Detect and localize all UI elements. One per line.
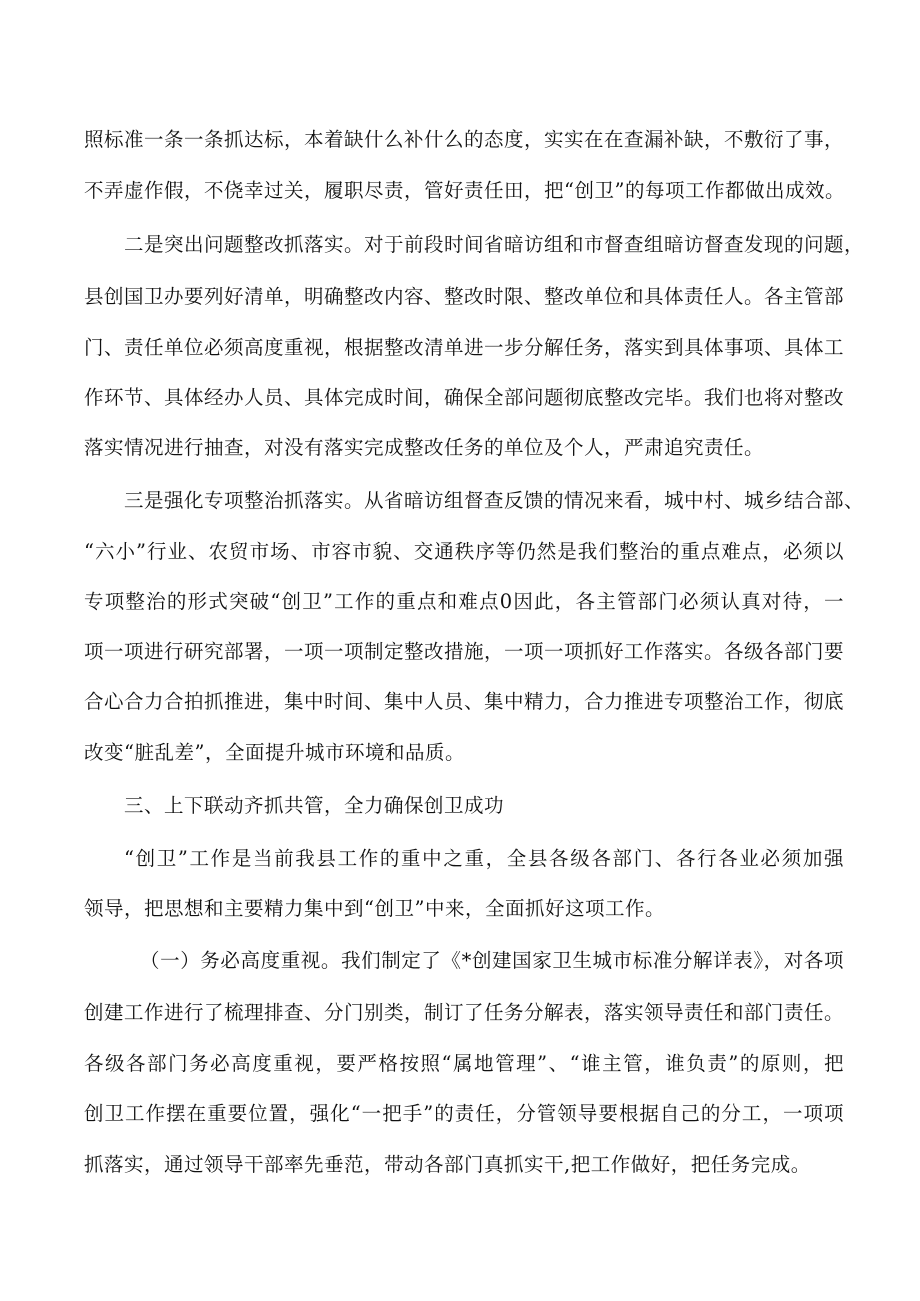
paragraph-line: “六小”行业、农贸市场、市容市貌、交通秩序等仍然是我们整治的重点难点，必须以 [84,540,844,563]
section-heading: 三、上下联动齐抓共管，全力确保创卫成功 [124,794,505,817]
paragraph-line: 专项整治的形式突破“创卫”工作的重点和难点0因此，各主管部门必须认真对待，一 [84,590,844,613]
paragraph-line: 二是突出问题整改抓落实。对于前段时间省暗访组和市督查组暗访督查发现的问题， [124,233,865,256]
paragraph-line: 创建工作进行了梳理排查、分门别类，制订了任务分解表，落实领导责任和部门责任。 [84,1001,845,1024]
paragraph-line: 照标准一条一条抓达标，本着缺什么补什么的态度，实实在在查漏补缺，不敷衍了事， [84,128,845,151]
paragraph-line: 领导，把思想和主要精力集中到“创卫”中来，全面抓好这项工作。 [84,897,665,920]
paragraph-line: 县创国卫办要列好清单，明确整改内容、整改时限、整改单位和具体责任人。各主管部 [84,285,845,308]
paragraph-line: 抓落实，通过领导干部率先垂范，带动各部门真抓实干,把工作做好，把任务完成。 [84,1153,811,1176]
paragraph-line: 落实情况进行抽查，对没有落实完成整改任务的单位及个人，严肃追究责任。 [84,436,765,459]
paragraph-line: 不弄虚作假，不侥幸过关，履职尽责，管好责任田，把“创卫”的每项工作都做出成效。 [84,179,845,202]
paragraph-line: 改变“脏乱差”，全面提升城市环境和品质。 [84,741,465,764]
paragraph-line: 项一项进行研究部署，一项一项制定整改措施，一项一项抓好工作落实。各级各部门要 [84,640,845,663]
paragraph-line: “创卫”工作是当前我县工作的重中之重，全县各级各部门、各行各业必须加强 [124,847,844,870]
paragraph-line: 各级各部门务必高度重视，要严格按照“属地管理”、“谁主管，谁负责”的原则，把 [84,1052,844,1075]
paragraph-line: 创卫工作摆在重要位置，强化“一把手”的责任，分管领导要根据自己的分工，一项项 [84,1102,844,1125]
paragraph-line: 三是强化专项整治抓落实。从省暗访组督查反馈的情况来看，城中村、城乡结合部、 [124,489,865,512]
paragraph-line: （一）务必高度重视。我们制定了《*创建国家卫生城市标准分解详表》，对各项 [140,949,844,972]
paragraph-line: 合心合力合拍抓推进，集中时间、集中人员、集中精力，合力推进专项整治工作，彻底 [84,690,845,713]
paragraph-line: 作环节、具体经办人员、具体完成时间，确保全部问题彻底整改完毕。我们也将对整改 [84,386,845,409]
paragraph-line: 门、责任单位必须高度重视，根据整改清单进一步分解任务，落实到具体事项、具体工 [84,336,845,359]
